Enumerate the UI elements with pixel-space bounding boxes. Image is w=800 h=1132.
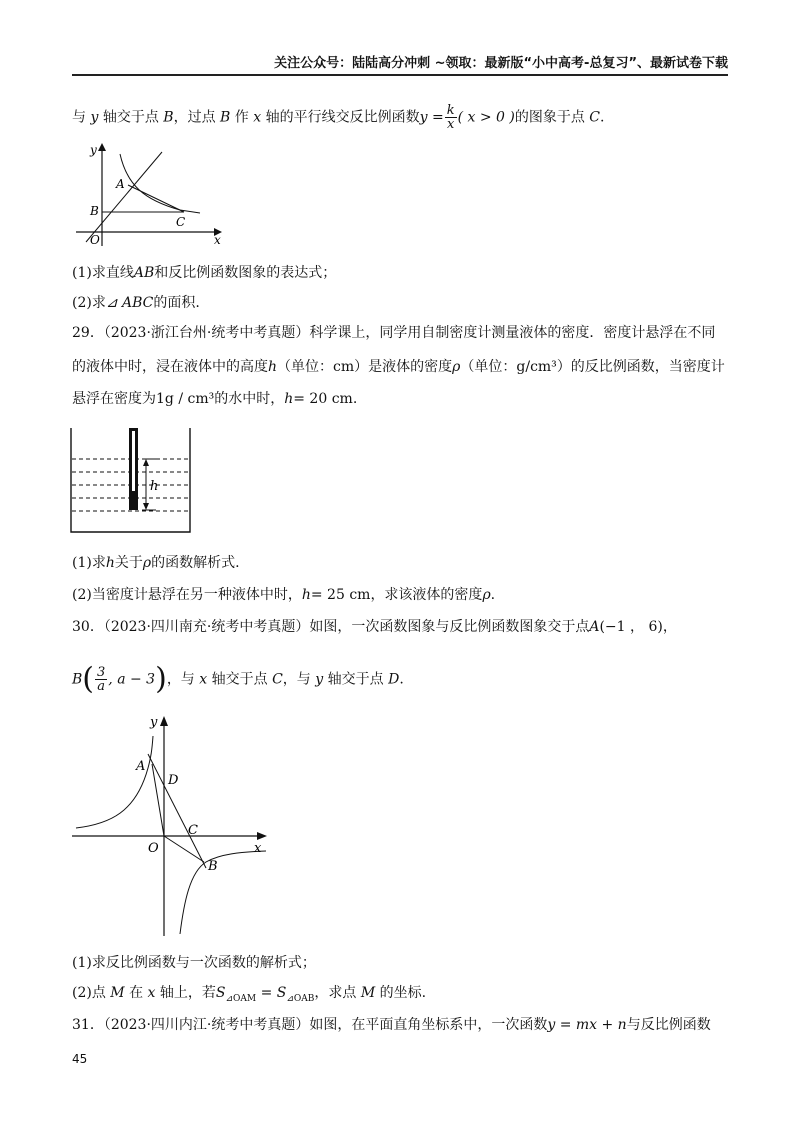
p28-q1: (1)求直线AB和反比例函数图象的表达式；	[72, 265, 337, 281]
p31-line1: 31．（2023·四川内江·统考中考真题）如图，在平面直角坐标系中，一次函数y = mx + n与反比例函数	[72, 1017, 711, 1033]
fig1-label-A: A	[116, 177, 125, 191]
p30-q2: (2)点 M 在 x 轴上，若$S_{⊿OAM} = S_{⊿OAB}$，求点 M 的坐标.	[72, 985, 427, 1004]
page-header: 关注公众号：陆陆高分冲刺 ~领取：最新版“小中高考-总复习”、最新试卷下载	[72, 52, 728, 76]
fig1-label-B: B	[90, 204, 99, 218]
p29-line1: 29．（2023·浙江台州·统考中考真题）科学课上，同学用自制密度计测量液体的密度．密度计悬浮在不同	[72, 325, 716, 341]
fig1-label-C: C	[176, 215, 186, 229]
fig1-label-x: x	[214, 233, 221, 247]
fig2-label-h: h	[150, 479, 159, 494]
page-number: 45	[72, 1052, 88, 1066]
p29-q2: (2)当密度计悬浮在另一种液体中时，h= 25 cm，求该液体的密度ρ.	[72, 587, 496, 603]
fig1-label-y: y	[90, 143, 97, 157]
p29-line2: 的液体中时，浸在液体中的高度h（单位：cm）是液体的密度ρ（单位：g/cm³）的反比例函数，当密度计	[72, 359, 725, 375]
fig1-label-O: O	[90, 233, 100, 247]
fig3-label-B: B	[208, 859, 218, 874]
fig3-label-C: C	[188, 823, 198, 838]
fig3-label-x: x	[254, 841, 262, 856]
p29-line3: 悬浮在密度为1g / cm³的水中时，h= 20 cm.	[72, 391, 358, 407]
p30-q1: (1)求反比例函数与一次函数的解析式；	[72, 955, 316, 971]
figure-28-graph	[72, 140, 232, 250]
p30-line1: 30．（2023·四川南充·统考中考真题）如图，一次函数图象与反比例函数图象交于点A(−1 ， 6)，	[72, 619, 677, 635]
p29-q1: (1)求h关于ρ的函数解析式.	[72, 555, 240, 571]
p28-line1: 与 y 轴交于点 B，过点 B 作 x 轴的平行线交反比例函数y = $\frac{k}{x}$ ( x > 0 )的图象于点 C.	[72, 103, 605, 132]
figure-30-graph	[70, 712, 270, 938]
figure-29-hydrometer	[70, 428, 194, 536]
fig3-label-y: y	[150, 715, 158, 730]
p28-q2: (2)求⊿ ABC的面积.	[72, 295, 200, 311]
fig3-label-O: O	[148, 841, 159, 856]
fig3-label-D: D	[168, 773, 179, 788]
p30-line2: B( $\frac{3}{a}$ , a − 3)，与 x 轴交于点 C，与 y 轴交于点 D.	[72, 661, 404, 697]
fig3-label-A: A	[136, 759, 146, 774]
